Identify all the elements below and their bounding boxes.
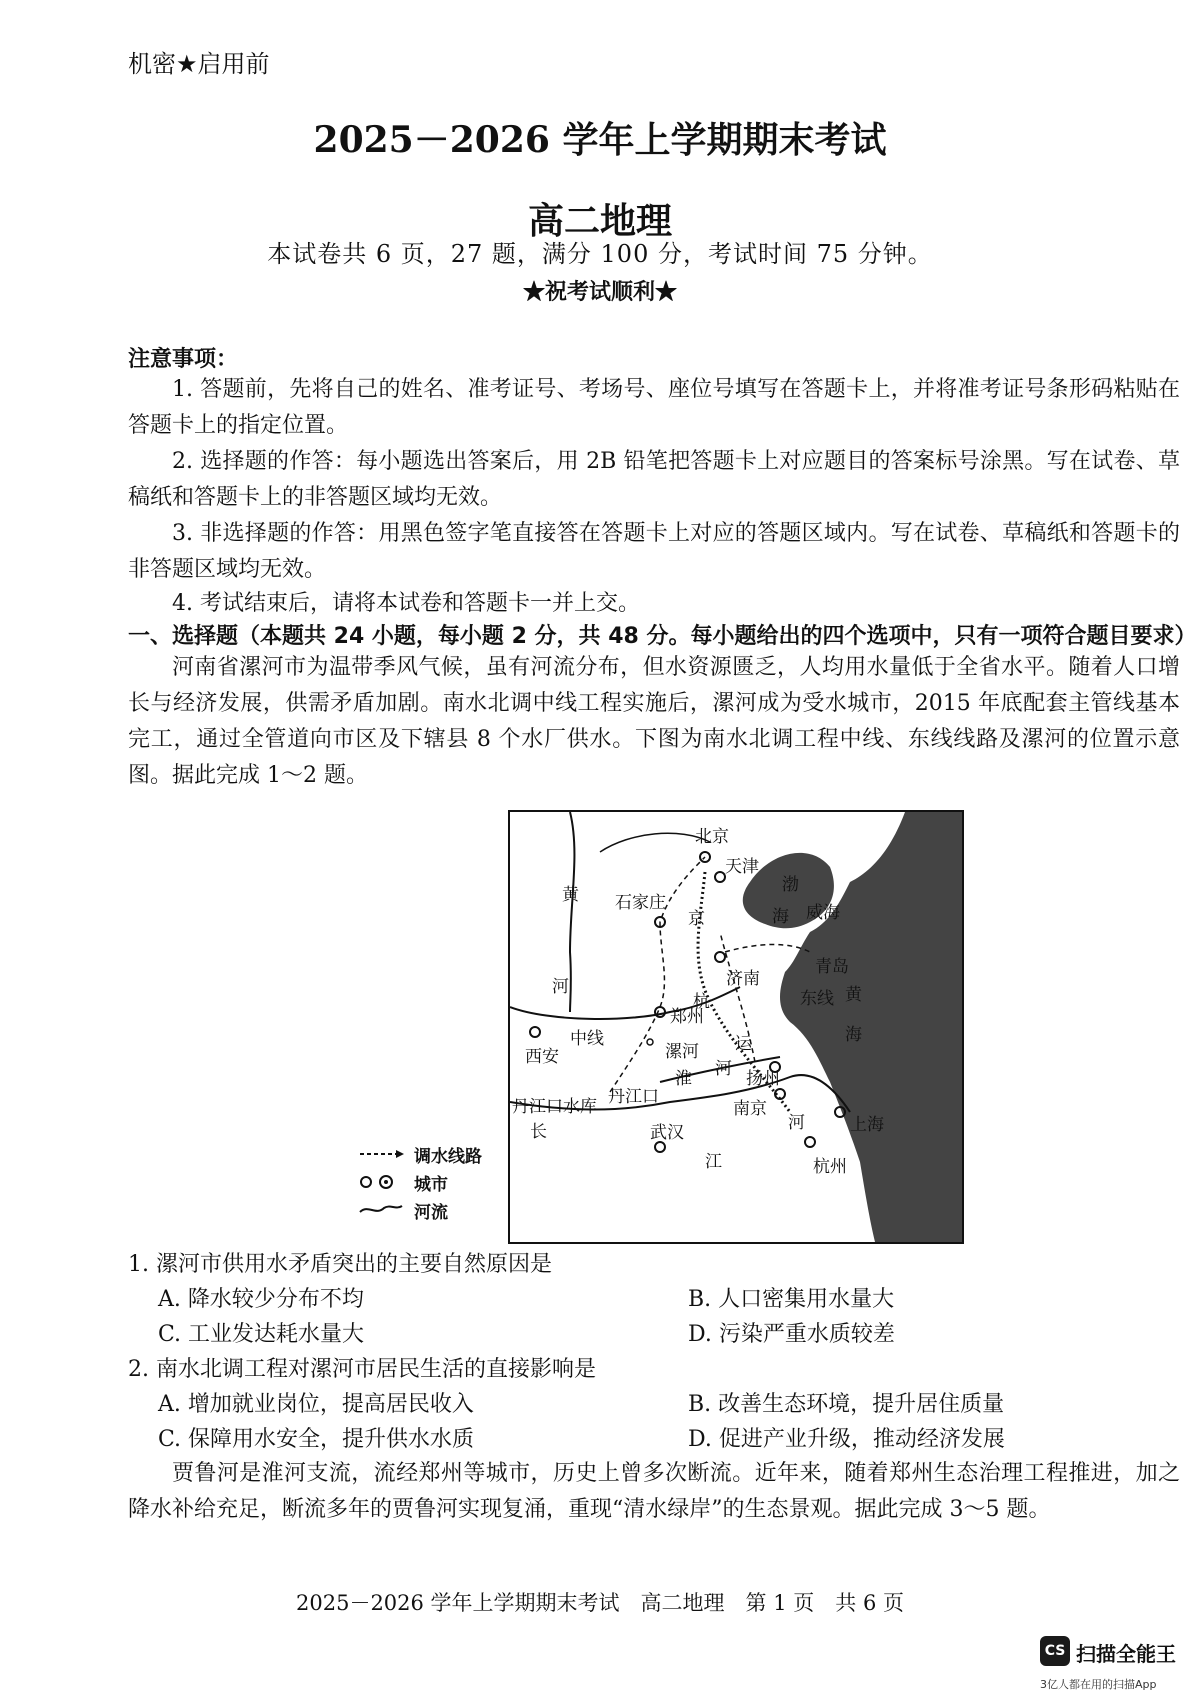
- label-zhengzhou: 郑州: [670, 1007, 704, 1027]
- label-jing: 京: [688, 909, 705, 929]
- yellow-river-upper: [570, 812, 574, 1012]
- label-yangzhou: 扬州: [746, 1069, 780, 1089]
- secret-mark: 机密★启用前: [128, 50, 270, 78]
- map-legend: [358, 1140, 498, 1224]
- notice-item-3: 3. 非选择题的作答：用黑色签字笔直接答在答题卡上对应的答题区域内。写在试卷、草稿纸和答题卡的非答题区域均无效。: [128, 521, 1180, 582]
- label-chang: 长: [530, 1122, 547, 1142]
- label-qingdao: 青岛: [815, 957, 849, 977]
- label-yun: 运: [735, 1034, 752, 1054]
- label-hai-sea: 海: [845, 1025, 862, 1045]
- question-1-option-a: A. 降水较少分布不均: [158, 1287, 364, 1312]
- label-danjiangkou: 丹江口: [608, 1087, 659, 1107]
- question-2-option-c: C. 保障用水安全，提升供水水质: [158, 1427, 475, 1452]
- route-map: [508, 810, 964, 1244]
- label-danjiangkou-reservoir: 丹江口水库: [512, 1097, 597, 1117]
- label-hang: 杭: [693, 992, 710, 1012]
- label-zhongxian: 中线: [570, 1029, 604, 1049]
- exam-info: 本试卷共 6 页，27 题，满分 100 分，考试时间 75 分钟。: [267, 240, 933, 268]
- east-route-branch: [725, 945, 810, 953]
- exam-title: 2025－2026 学年上学期期末考试: [313, 119, 887, 161]
- label-nanjing: 南京: [733, 1099, 767, 1119]
- legend-city: [358, 1168, 498, 1196]
- label-weihai: 威海: [806, 903, 840, 923]
- label-xian: 西安: [525, 1047, 559, 1067]
- river-north: [600, 833, 710, 852]
- label-jiang: 江: [705, 1152, 722, 1172]
- legend-route-label: 调水线路: [414, 1146, 482, 1167]
- legend-route: [358, 1140, 498, 1168]
- city-icon: [358, 1174, 406, 1190]
- label-beijing: 北京: [695, 827, 729, 847]
- section-title: 一、选择题（本题共 24 小题，每小题 2 分，共 48 分。每小题给出的四个选项中，只有一项符合题目要求）: [128, 624, 1197, 649]
- legend-city-label: 城市: [414, 1174, 448, 1195]
- legend-river-label: 河流: [414, 1202, 448, 1223]
- label-hai-bo: 海: [772, 907, 789, 927]
- label-huang-river1: 黄: [562, 885, 579, 905]
- label-wuhan: 武汉: [650, 1123, 684, 1143]
- label-luohe: 漯河: [665, 1042, 699, 1062]
- label-huang-river2: 河: [552, 977, 569, 997]
- label-hangzhou: 杭州: [813, 1157, 847, 1177]
- material-2: 贾鲁河是淮河支流，流经郑州等城市，历史上曾多次断流。近年来，随着郑州生态治理工程推进，加之降水补给充足，断流多年的贾鲁河实现复涌，重现“清水绿岸”的生态景观。据此完成 3～5 题。: [128, 1461, 1180, 1522]
- question-1-stem: 1. 漯河市供用水矛盾突出的主要自然原因是: [128, 1252, 552, 1277]
- camscanner-slogan: 3亿人都在用的扫描App: [1040, 1678, 1157, 1691]
- label-he-yun: 河: [788, 1113, 805, 1133]
- label-tianjin: 天津: [725, 857, 759, 877]
- notice-item-1: 1. 答题前，先将自己的姓名、准考证号、考场号、座位号填写在答题卡上，并将准考证号条形码粘贴在答题卡上的指定位置。: [128, 377, 1180, 438]
- question-2-option-a: A. 增加就业岗位，提高居民收入: [158, 1392, 474, 1417]
- route-map-svg: [510, 812, 962, 1242]
- question-2-stem: 2. 南水北调工程对漯河市居民生活的直接影响是: [128, 1357, 596, 1382]
- page-footer: 2025－2026 学年上学期期末考试 高二地理 第 1 页 共 6 页: [296, 1591, 904, 1615]
- label-shijiazhuang: 石家庄: [615, 893, 666, 913]
- notice-item-4: 4. 考试结束后，请将本试卷和答题卡一并上交。: [172, 591, 640, 616]
- label-huang-sea: 黄: [845, 985, 862, 1005]
- label-jinan: 济南: [726, 969, 760, 989]
- camscanner-name: 扫描全能王: [1076, 1642, 1176, 1666]
- label-he-huai: 河: [715, 1059, 732, 1079]
- question-2-option-d: D. 促进产业升级，推动经济发展: [688, 1427, 1005, 1452]
- river-icon: [358, 1202, 406, 1218]
- question-1-option-b: B. 人口密集用水量大: [688, 1287, 895, 1312]
- question-1-option-c: C. 工业发达耗水量大: [158, 1322, 365, 1347]
- camscanner-logo-icon: CS: [1040, 1636, 1070, 1666]
- subject-title: 高二地理: [527, 200, 672, 242]
- route-line-icon: [358, 1148, 406, 1160]
- question-1-option-d: D. 污染严重水质较差: [688, 1322, 895, 1347]
- notice-item-2: 2. 选择题的作答：每小题选出答案后，用 2B 铅笔把答题卡上对应题目的答案标号涂黑。写在试卷、草稿纸和答题卡上的非答题区域均无效。: [128, 449, 1180, 510]
- legend-river: [358, 1196, 498, 1224]
- label-shanghai: 上海: [850, 1115, 884, 1135]
- notice-title: 注意事项：: [128, 347, 239, 372]
- question-2-option-b: B. 改善生态环境，提升居住质量: [688, 1392, 1005, 1417]
- wish-line: ★祝考试顺利★: [522, 279, 677, 305]
- label-dongxian: 东线: [800, 989, 834, 1009]
- label-bo: 渤: [782, 875, 799, 895]
- material-1: 河南省漯河市为温带季风气候，虽有河流分布，但水资源匮乏，人均用水量低于全省水平。随着人口增长与经济发展，供需矛盾加剧。南水北调中线工程实施后，漯河成为受水城市，2015 年底配套主管线基本完工，通过全管道向市区及下辖县 8 个水厂供水。下图为南水北调工程中线、东线线路及漯河的位置示意图。据此完成 1～2 题。: [128, 655, 1180, 788]
- label-huai: 淮: [675, 1069, 692, 1089]
